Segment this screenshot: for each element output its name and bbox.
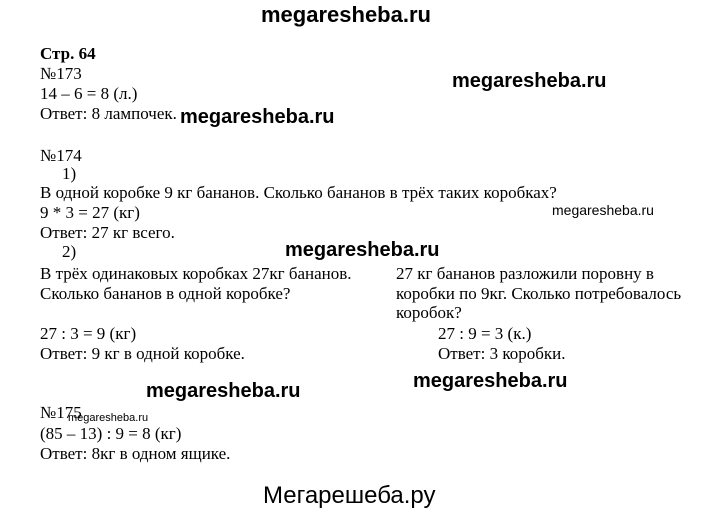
task174-part2-label: 2) <box>62 242 77 261</box>
footer-site-name: Мегарешеба.ру <box>263 482 436 509</box>
watermark-right-small: megaresheba.ru <box>552 202 654 218</box>
task175-equation: (85 – 13) : 9 = 8 (кг) <box>40 424 182 443</box>
task174-number: №174 <box>40 146 82 165</box>
task174-part2-right-line2: коробки по 9кг. Сколько потребовалось <box>396 284 682 303</box>
task174-part1-answer: Ответ: 27 кг всего. <box>40 223 175 242</box>
task174-part1-equation: 9 * 3 = 27 (кг) <box>40 203 140 222</box>
task174-part2-left-line1: В трёх одинаковых коробках 27кг бананов. <box>40 264 352 283</box>
task175-answer: Ответ: 8кг в одном ящике. <box>40 444 231 463</box>
watermark-middle: megaresheba.ru <box>285 239 440 261</box>
task174-part2-right-answer: Ответ: 3 коробки. <box>438 344 566 363</box>
task173-answer: Ответ: 8 лампочек. <box>40 104 177 123</box>
task175-number: №175 <box>40 403 82 422</box>
task174-part2-left-line2: Сколько бананов в одной коробке? <box>40 284 291 303</box>
task174-part2-right-line3: коробок? <box>396 303 462 322</box>
task174-part1-question: В одной коробке 9 кг бананов. Сколько бананов в трёх таких коробках? <box>40 183 557 202</box>
task174-part1-label: 1) <box>62 164 77 183</box>
task174-part2-left-equation: 27 : 3 = 9 (кг) <box>40 324 137 343</box>
task174-part2-right-equation: 27 : 9 = 3 (к.) <box>438 324 532 343</box>
watermark-left-lower: megaresheba.ru <box>146 380 301 402</box>
task174-part2-right-line1: 27 кг бананов разложили поровну в <box>396 264 654 283</box>
watermark-top: megaresheba.ru <box>261 2 431 27</box>
task174-part2-left-answer: Ответ: 9 кг в одной коробке. <box>40 344 245 363</box>
watermark-right-upper: megaresheba.ru <box>452 70 607 92</box>
page-heading: Стр. 64 <box>40 44 96 63</box>
task173-number: №173 <box>40 64 82 83</box>
watermark-after-answer: megaresheba.ru <box>180 106 335 128</box>
task173-equation: 14 – 6 = 8 (л.) <box>40 84 138 103</box>
watermark-right-lower: megaresheba.ru <box>413 370 568 392</box>
watermark-tiny: megaresheba.ru <box>68 412 149 424</box>
